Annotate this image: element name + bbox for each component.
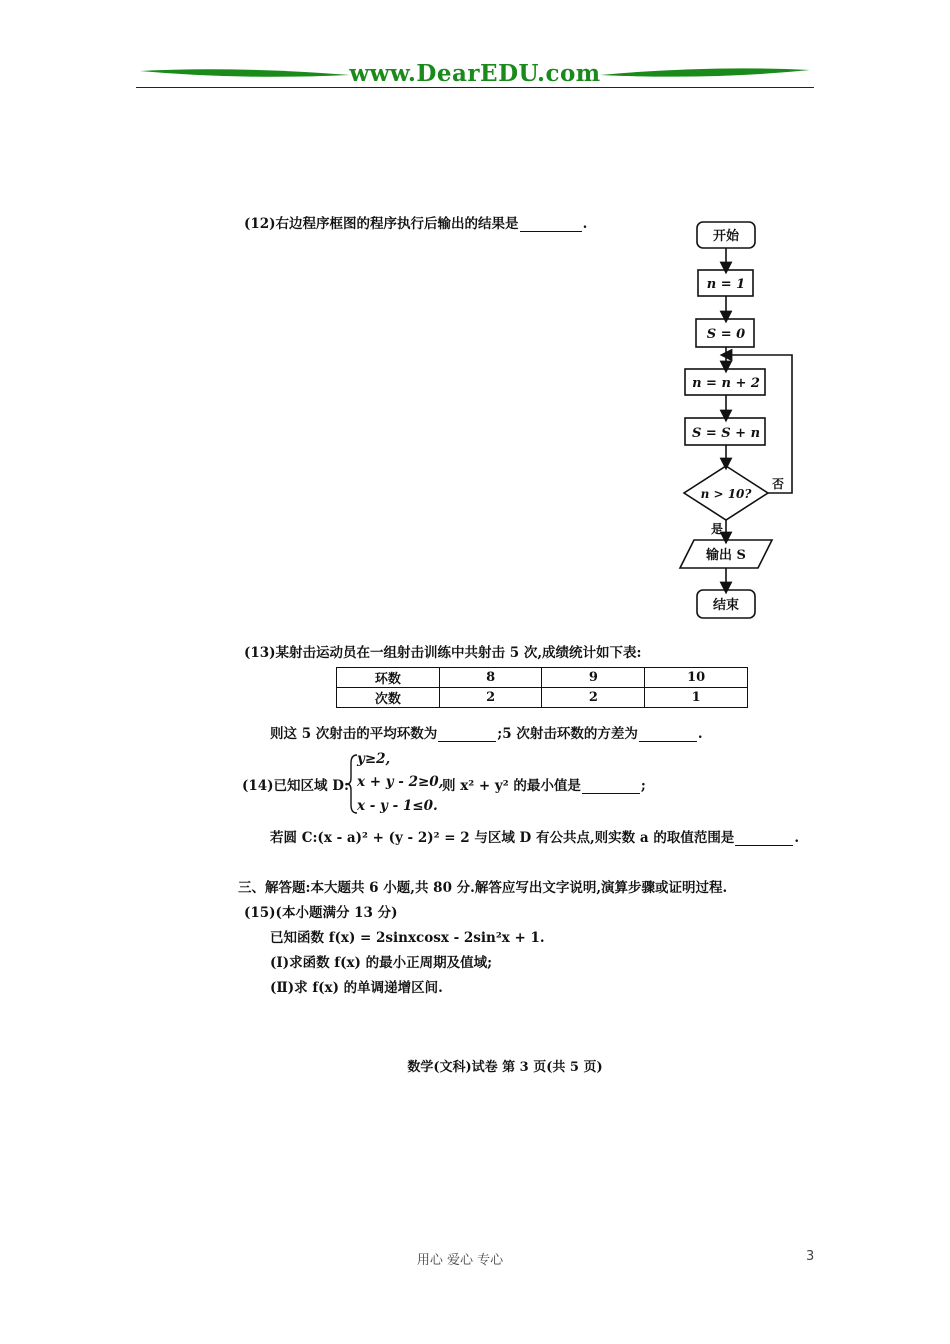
flow-update-n-label: n = n + 2 xyxy=(692,376,760,391)
flow-yes-label: 是 xyxy=(710,522,724,536)
table-cell: 9 xyxy=(542,668,645,688)
q13-followup xyxy=(270,722,703,742)
score-table xyxy=(336,667,748,708)
q14-ask-end: ; xyxy=(640,778,646,794)
q14-blank-range xyxy=(735,844,793,846)
flowchart xyxy=(670,210,810,630)
table-cell: 8 xyxy=(439,668,542,688)
flow-output-label: 输出 S xyxy=(706,548,746,563)
q15-heading: (15)(本小题满分 13 分) xyxy=(244,905,398,921)
q14-blank-min xyxy=(582,792,640,794)
table-cell: 1 xyxy=(645,688,748,708)
q14-cond3: x - y - 1≤0. xyxy=(357,798,438,814)
q13-follow-end: . xyxy=(697,726,703,742)
table-cell: 2 xyxy=(439,688,542,708)
q12-end: . xyxy=(582,216,588,232)
section3-title: 三、解答题:本大题共 6 小题,共 80 分.解答应写出文字说明,演算步骤或证明过程. xyxy=(238,880,728,896)
table-cell: 2 xyxy=(542,688,645,708)
q12-text: (12)右边程序框图的程序执行后输出的结果是 xyxy=(244,216,519,232)
q13-blank-mean xyxy=(438,740,496,742)
flow-init-s-label: S = 0 xyxy=(706,327,746,342)
flow-update-s-label: S = S + n xyxy=(691,426,761,441)
header-divider xyxy=(136,87,814,88)
header-site: www.DearEDU.com xyxy=(349,60,601,87)
flow-no-label: 否 xyxy=(771,477,785,491)
q14-ask xyxy=(442,774,646,794)
q15-part1: (Ⅰ)求函数 f(x) 的最小正周期及值域; xyxy=(270,955,493,971)
table-row xyxy=(337,668,748,688)
q15-given: 已知函数 f(x) = 2sinxcosx - 2sin²x + 1. xyxy=(270,930,545,946)
q13-blank-variance xyxy=(639,740,697,742)
q12 xyxy=(244,212,587,232)
q14-circle-text: 若圆 C:(x - a)² + (y - 2)² = 2 与区域 D 有公共点,则实数 a 的取值范围是 xyxy=(270,830,735,846)
q14-cond1: y≥2, xyxy=(357,751,391,767)
q13-text: (13)某射击运动员在一组射击训练中共射击 5 次,成绩统计如下表: xyxy=(244,645,642,661)
flow-end-label: 结束 xyxy=(712,598,740,613)
q14-prefix: (14)已知区域 D: xyxy=(242,778,349,794)
footer-page-info: 数学(文科)试卷 第 3 页(共 5 页) xyxy=(407,1060,603,1075)
flow-condition-label: n > 10? xyxy=(700,487,752,501)
q14-cond2: x + y - 2≥0, xyxy=(357,774,444,790)
table-cell: 环数 xyxy=(337,668,440,688)
flow-start-label: 开始 xyxy=(712,229,740,244)
q12-blank xyxy=(520,230,582,232)
footer-motto: 用心 爱心 专心 xyxy=(416,1253,504,1268)
q15-part2: (Ⅱ)求 f(x) 的单调递增区间. xyxy=(270,980,443,996)
table-cell: 10 xyxy=(645,668,748,688)
table-cell: 次数 xyxy=(337,688,440,708)
q13-follow-a: 则这 5 次射击的平均环数为 xyxy=(270,726,438,742)
footer-page-number: 3 xyxy=(806,1249,815,1264)
q14-ask-text: 则 x² + y² 的最小值是 xyxy=(442,778,581,794)
table-row xyxy=(337,688,748,708)
q14-circle xyxy=(270,826,799,846)
q14-circle-end: . xyxy=(794,830,800,846)
q13-follow-b: ;5 次射击环数的方差为 xyxy=(497,726,638,742)
flow-init-n-label: n = 1 xyxy=(706,277,746,292)
